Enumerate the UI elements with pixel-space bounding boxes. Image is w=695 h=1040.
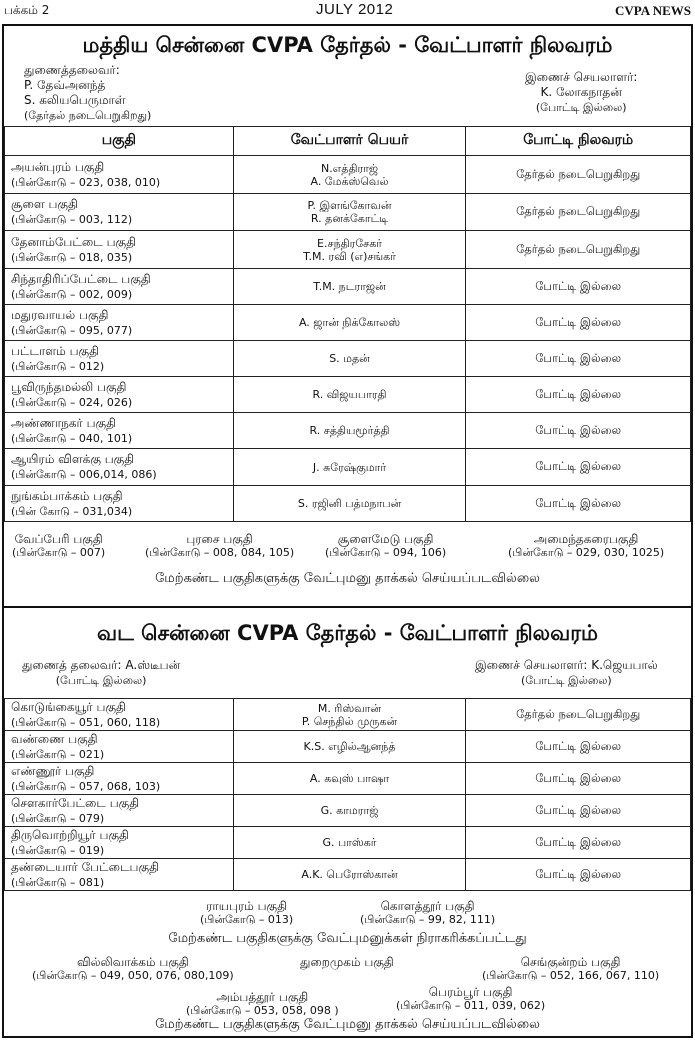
north-rejected-note: மேற்கண்ட பகுதிகளுக்கு வேட்புமனுக்கள் நிராகரிக்கப்பட்டது bbox=[168, 931, 527, 946]
candidate-cell bbox=[233, 731, 466, 763]
js-label: இணைச் செயலாளர்: bbox=[525, 70, 638, 84]
candidate-cell bbox=[233, 269, 466, 305]
area-cell bbox=[5, 859, 234, 891]
pincode: (பின்கோடு – 003, 112) bbox=[11, 213, 133, 226]
candidate-name: S. ரஜினி பத்மநாபன் bbox=[297, 497, 402, 510]
area-name: திருவொற்றியூர் பகுதி bbox=[11, 827, 129, 842]
js-name: K. லோகநாதன் bbox=[540, 85, 622, 99]
status-cell: தேர்தல் நடைபெறுகிறது bbox=[466, 156, 691, 194]
pincode: (பின்கோடு – 079) bbox=[11, 811, 105, 825]
north-nofile-item: செங்குன்றம் பகுதி (பின்கோடு – 052, 166, 067, 110) bbox=[482, 955, 660, 982]
area-cell bbox=[5, 156, 234, 194]
candidate-name: T.M. நடராஜன் bbox=[313, 280, 386, 293]
status-cell: போட்டி இல்லை bbox=[466, 449, 691, 486]
vp-name-1: P. தேவ்அனந்த் bbox=[24, 78, 106, 92]
section-divider bbox=[2, 606, 693, 608]
candidate-cell bbox=[233, 231, 466, 269]
pincode: (பின்கோடு – 021) bbox=[11, 747, 105, 761]
area-cell bbox=[5, 341, 234, 377]
candidate-cell bbox=[233, 305, 466, 341]
north-title: வட சென்னை CVPA தேர்தல் - வேட்பாளர் நிலவரம் bbox=[97, 621, 598, 645]
central-nofile-item: சூளைமேடு பகுதி (பின்கோடு – 094, 106) bbox=[325, 532, 447, 559]
area-cell bbox=[5, 231, 234, 269]
area-cell bbox=[5, 194, 234, 231]
north-rejected-item: ராயபுரம் பகுதி (பின்கோடு – 013) bbox=[200, 899, 294, 926]
status-cell: தேர்தல் நடைபெறுகிறது bbox=[466, 231, 691, 269]
candidate-cell bbox=[233, 449, 466, 486]
vp-name-2: S. கலியபெருமாள் bbox=[24, 93, 126, 107]
table-row bbox=[5, 156, 691, 194]
area-cell bbox=[5, 449, 234, 486]
central-nofile-item: அமைந்தகரைபகுதி (பின்கோடு – 029, 030, 1025) bbox=[508, 532, 665, 559]
table-row bbox=[5, 795, 691, 827]
col-area: பகுதி bbox=[5, 127, 234, 156]
area-name: அயன்புரம் பகுதி bbox=[11, 159, 105, 174]
js-status: (போட்டி இல்லை) bbox=[535, 101, 627, 114]
candidate-cell bbox=[233, 341, 466, 377]
pincode: (பின்கோடு – 012) bbox=[11, 359, 105, 373]
area-name: ஆயிரம் விளக்கு பகுதி bbox=[11, 452, 135, 466]
area-cell bbox=[5, 763, 234, 795]
candidate-cell bbox=[233, 699, 466, 731]
area-name: பட்டாளம் பகுதி bbox=[11, 343, 99, 358]
candidate-name: R. விஜயபாரதி bbox=[312, 388, 387, 401]
north-nofile-item: வில்லிவாக்கம் பகுதி (பின்கோடு – 049, 050, 076, 080,109) bbox=[32, 955, 234, 982]
table-row bbox=[5, 413, 691, 449]
candidate-cell bbox=[233, 486, 466, 522]
candidate-name: T.M. ரவி (எ)சங்கர் bbox=[303, 249, 396, 263]
pincode: (பின்கோடு – 023, 038, 010) bbox=[11, 175, 161, 189]
table-row bbox=[5, 341, 691, 377]
pincode: (பின்கோடு – 024, 026) bbox=[11, 395, 133, 409]
area-cell bbox=[5, 305, 234, 341]
status-cell: போட்டி இல்லை bbox=[466, 827, 691, 859]
area-name: கொடுங்கையூர் பகுதி bbox=[11, 699, 126, 714]
candidate-cell bbox=[233, 763, 466, 795]
central-joint-secretary bbox=[525, 70, 637, 115]
table-row bbox=[5, 731, 691, 763]
area-name: சூளை பகுதி bbox=[11, 197, 78, 211]
candidate-cell bbox=[233, 795, 466, 827]
table-row bbox=[5, 699, 691, 731]
status-cell: தேர்தல் நடைபெறுகிறது bbox=[466, 194, 691, 231]
area-name: நுங்கம்பாக்கம் பகுதி bbox=[11, 488, 123, 503]
js-label: இணைச் செயலாளர்: K.ஜெயபால் bbox=[475, 658, 658, 672]
area-cell bbox=[5, 795, 234, 827]
area-name: சௌகார்பேட்டை பகுதி bbox=[11, 795, 140, 810]
table-row bbox=[5, 859, 691, 891]
north-nofile-item: அம்பத்தூர் பகுதி (பின்கோடு – 053, 058, 098 ) bbox=[186, 990, 339, 1017]
page-number: பக்கம் 2 bbox=[4, 3, 50, 17]
table-row bbox=[5, 763, 691, 795]
area-name: தேனாம்பேட்டை பகுதி bbox=[11, 234, 136, 249]
area-name: பூவிருந்தமல்லி பகுதி bbox=[11, 379, 127, 394]
candidate-name: J. சுரேஷ்குமார் bbox=[312, 460, 387, 474]
north-candidate-table bbox=[4, 698, 691, 891]
table-row bbox=[5, 231, 691, 269]
pincode: (பின்கோடு – 019) bbox=[11, 843, 105, 857]
candidate-cell bbox=[233, 859, 466, 891]
status-cell: போட்டி இல்லை bbox=[466, 763, 691, 795]
area-cell bbox=[5, 731, 234, 763]
north-nofile-note: மேற்கண்ட பகுதிகளுக்கு வேட்புமனு தாக்கல் செய்யப்படவில்லை bbox=[155, 1017, 540, 1032]
candidate-name: R. தனக்கோட்டி bbox=[310, 212, 389, 225]
area-cell bbox=[5, 486, 234, 522]
page-header bbox=[0, 0, 695, 24]
area-name: தண்டையார் பேட்டைபகுதி bbox=[11, 859, 159, 874]
north-nofile-item: பெரம்பூர் பகுதி (பின்கோடு – 011, 039, 062) bbox=[396, 985, 546, 1012]
table-row bbox=[5, 269, 691, 305]
table-row bbox=[5, 194, 691, 231]
candidate-cell bbox=[233, 413, 466, 449]
js-status: (போட்டி இல்லை) bbox=[521, 674, 612, 687]
status-cell: போட்டி இல்லை bbox=[466, 795, 691, 827]
central-candidate-table bbox=[4, 126, 691, 522]
candidate-name: P. செந்தில் முருகன் bbox=[301, 714, 398, 728]
pincode: (பின்கோடு – 057, 068, 103) bbox=[11, 779, 161, 793]
area-cell bbox=[5, 827, 234, 859]
pincode: (பின்கோடு – 018, 035) bbox=[11, 250, 133, 264]
pincode: (பின்கோடு – 006,014, 086) bbox=[11, 468, 157, 481]
vp-status: (தேர்தல் நடைபெறுகிறது) bbox=[24, 109, 152, 122]
area-cell bbox=[5, 699, 234, 731]
candidate-name: G. காமராஜ் bbox=[320, 804, 379, 817]
status-cell: போட்டி இல்லை bbox=[466, 341, 691, 377]
status-cell: போட்டி இல்லை bbox=[466, 859, 691, 891]
status-cell: போட்டி இல்லை bbox=[466, 731, 691, 763]
status-cell: போட்டி இல்லை bbox=[466, 486, 691, 522]
pincode: (பின்கோடு – 051, 060, 118) bbox=[11, 715, 161, 729]
pincode: (பின்கோடு – 040, 101) bbox=[11, 431, 133, 445]
candidate-name: G. பாஸ்கர் bbox=[322, 836, 377, 849]
table-row bbox=[5, 827, 691, 859]
candidate-name: A. ஜான் நிக்கோலஸ் bbox=[298, 316, 401, 329]
candidate-name: P. இளங்கோவன் bbox=[307, 199, 392, 212]
central-title: மத்திய சென்னை CVPA தேர்தல் - வேட்பாளர் நிலவரம் bbox=[82, 33, 613, 57]
central-vice-president bbox=[24, 63, 151, 123]
table-row bbox=[5, 377, 691, 413]
table-row bbox=[5, 486, 691, 522]
vp-label: துணைத் தலைவர்: A.ஸ்டீபன் bbox=[22, 658, 181, 672]
candidate-name: N.எத்திராஜ் bbox=[320, 161, 379, 175]
candidate-cell bbox=[233, 827, 466, 859]
area-name: எண்ணூர் பகுதி bbox=[11, 763, 95, 778]
central-nofile-item: வேப்பேரி பகுதி (பின்கோடு – 007) bbox=[12, 532, 106, 559]
col-status: போட்டி நிலவரம் bbox=[466, 127, 691, 156]
candidate-name: E.சந்திரசேகர் bbox=[317, 236, 383, 250]
pincode: (பின் கோடு – 031,034) bbox=[11, 504, 133, 518]
north-nofile-item: துறைமுகம் பகுதி bbox=[300, 955, 394, 969]
candidate-cell bbox=[233, 377, 466, 413]
issue-date: JULY 2012 bbox=[316, 1, 394, 18]
candidate-name: A.K. பெரோஸ்கான் bbox=[301, 868, 398, 881]
area-cell bbox=[5, 269, 234, 305]
area-cell bbox=[5, 377, 234, 413]
area-name: வண்ணை பகுதி bbox=[11, 731, 98, 746]
table-row bbox=[5, 305, 691, 341]
north-vice-president bbox=[22, 658, 180, 688]
status-cell: போட்டி இல்லை bbox=[466, 305, 691, 341]
status-cell: போட்டி இல்லை bbox=[466, 413, 691, 449]
area-name: சிந்தாதிரிப்பேட்டை பகுதி bbox=[11, 271, 151, 286]
vp-label: துணைத்தலைவர்: bbox=[24, 63, 120, 77]
status-cell: போட்டி இல்லை bbox=[466, 269, 691, 305]
area-cell bbox=[5, 413, 234, 449]
candidate-name: K.S. எழில்ஆனந்த் bbox=[303, 740, 396, 753]
area-name: மதுரவாயல் பகுதி bbox=[11, 307, 109, 322]
candidate-name: R. சத்தியமூர்த்தி bbox=[309, 424, 390, 437]
candidate-name: M. ரிஸ்வான் bbox=[317, 701, 382, 715]
status-cell: தேர்தல் நடைபெறுகிறது bbox=[466, 699, 691, 731]
candidate-cell bbox=[233, 156, 466, 194]
table-row bbox=[5, 449, 691, 486]
pincode: (பின்கோடு – 081) bbox=[11, 875, 105, 889]
central-nofile-note: மேற்கண்ட பகுதிகளுக்கு வேட்புமனு தாக்கல் செய்யப்படவில்லை bbox=[155, 571, 540, 586]
status-cell: போட்டி இல்லை bbox=[466, 377, 691, 413]
central-nofile-item: புரசை பகுதி (பின்கோடு – 008, 084, 105) bbox=[145, 532, 295, 559]
candidate-name: S. மதன் bbox=[329, 352, 370, 365]
candidate-name: A. மேக்ஸ்வெல் bbox=[310, 174, 389, 188]
north-joint-secretary bbox=[475, 658, 658, 688]
col-candidate: வேட்பாளர் பெயர் bbox=[233, 127, 466, 156]
vp-status: (போட்டி இல்லை) bbox=[55, 674, 147, 687]
pincode: (பின்கோடு – 095, 077) bbox=[11, 323, 133, 337]
north-rejected-item: கொளத்தூர் பகுதி (பின்கோடு – 99, 82, 111) bbox=[360, 899, 496, 926]
candidate-cell bbox=[233, 194, 466, 231]
pincode: (பின்கோடு – 002, 009) bbox=[11, 287, 133, 301]
candidate-name: A. கவுஸ் பாஷா bbox=[309, 772, 390, 785]
publication-name: CVPA NEWS bbox=[615, 3, 691, 18]
area-name: அண்ணாநகர் பகுதி bbox=[11, 415, 116, 430]
